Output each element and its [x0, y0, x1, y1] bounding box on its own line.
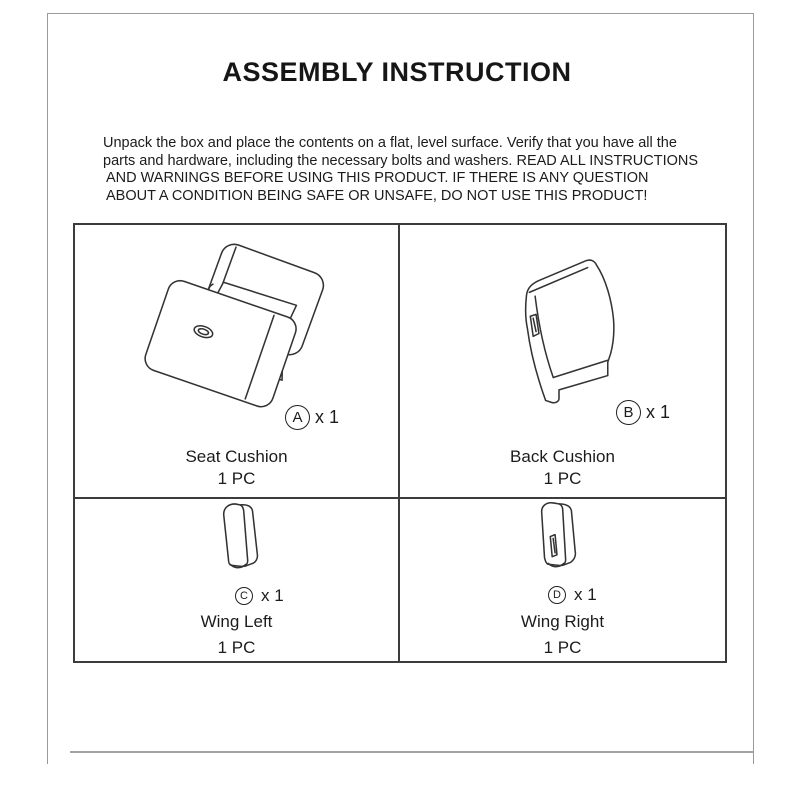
footer-rule: [70, 751, 753, 753]
parts-table: [73, 223, 727, 663]
part-count: 1 PC: [217, 469, 256, 488]
intro-line: AND WARNINGS BEFORE USING THIS PRODUCT. IF THERE IS ANY QUESTION: [106, 170, 649, 187]
part-qty: x 1: [315, 407, 340, 427]
part-cell-wing-left: [75, 499, 400, 661]
part-letter-circle: B: [616, 400, 641, 425]
part-badge: [285, 405, 339, 430]
intro-line: Unpack the box and place the contents on a flat, level surface. Verify that you have all the: [103, 135, 677, 151]
intro-line: parts and hardware, including the necessary bolts and washers. READ ALL INSTRUCTIONS: [103, 152, 699, 169]
intro-line: ABOUT A CONDITION BEING SAFE OR UNSAFE, DO NOT USE THIS PRODUCT!: [106, 187, 648, 204]
part-letter-circle: A: [285, 405, 310, 430]
part-cell-back-cushion: [400, 225, 725, 499]
part-letter-circle: D: [548, 586, 566, 604]
part-badge: [548, 585, 597, 605]
part-name: Wing Left: [200, 612, 273, 631]
part-name: Wing Right: [520, 612, 605, 631]
part-badge: [616, 400, 670, 425]
part-count: 1 PC: [217, 638, 256, 657]
part-count: 1 PC: [543, 638, 582, 657]
part-name: Back Cushion: [510, 447, 615, 466]
part-name: Seat Cushion: [185, 447, 288, 466]
page-title: ASSEMBLY INSTRUCTION: [222, 57, 572, 87]
part-letter-circle: C: [235, 587, 253, 605]
part-qty: x 1: [574, 585, 597, 604]
part-cell-seat-cushion: [75, 225, 400, 499]
wing-left-icon: [216, 501, 264, 576]
part-count: 1 PC: [543, 469, 582, 488]
intro-paragraph: [103, 135, 723, 205]
seat-cushion-icon: [139, 238, 331, 411]
back-cushion-icon: [515, 257, 625, 410]
part-qty: x 1: [261, 586, 284, 605]
wing-right-icon: [533, 500, 581, 575]
part-badge: [235, 586, 284, 606]
part-qty: x 1: [646, 402, 671, 422]
part-cell-wing-right: [400, 499, 725, 661]
